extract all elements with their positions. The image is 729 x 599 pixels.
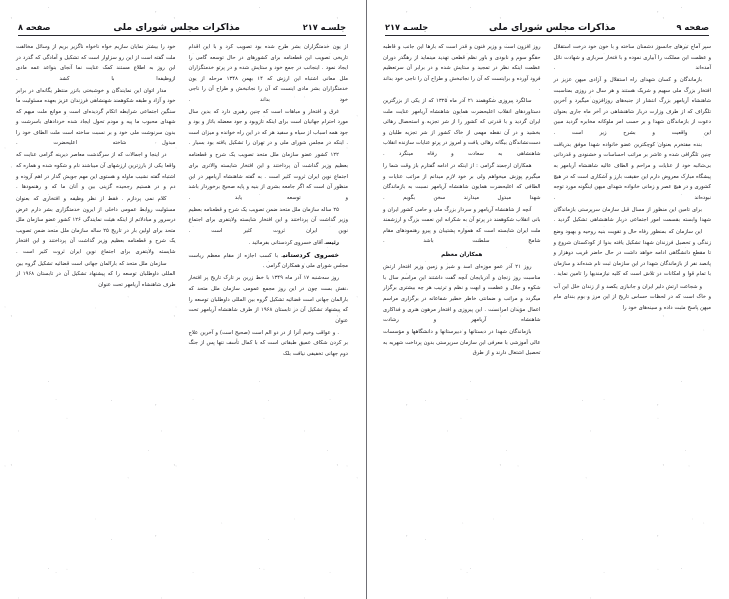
paragraph: بنده مفتخرم بعنوان کوچکترین عضو خانواده شهدا موفق بدریافت چنین تلگرافی شده و عاشر بر مراتب احساسات و خشنودی و قدردانی بی‌شائبه خود از عنایات و مراحم و الطاف عالیه شاهنشاه آریامهر به پیشگاه مبارک معروض دارم این حقیقت بارز و آشکاری است که در هیچ کشوری و در هیچ عصر و زمانی خانواده شهدای میهن اینگونه مورد توجه نبوده‌اند . [553,141,711,201]
speaker-name: رئیس [325,239,339,246]
paragraph: آنچه از شاهنشاه آریامهر و سردار بزرگ ملی و حامی کشور ایران و بانی انقلاب شکوهمند در پرتو آن به شکرانه این نعمت بزرگ و ارزشمند ملت ایران شایسته است که همواره پشتیبان و پیرو رهنمودهای مقام شامخ سلطنت باشد . [383,206,541,245]
paragraph: سالگرد پیروزی شکوهمند ۲۱ آذر ماه ۱۳۲۵ که از یکی از بزرگترین دستاوردهای انقلاب اعلیحضرت همایون شاهنشاه آریامهر عنایت ملت ایران گردید و با قدرتی که کشور را از شر تجزیه و استحصال رهائی بخشید و در آن نقطه مهمی از خاک کشور از شر تجزیه طلبان و دست‌نشاندگان بیگانه رهائی یافت و امروز در پرتو عنایات سازنده انقلاب شاهنشاهی به سعادت و رفاه مینگرد . [383,98,541,157]
text-column-right-outer [189,42,349,361]
text-column-left-inner [383,42,541,360]
speaker-turn-chair [189,238,349,249]
running-head-left [377,22,717,35]
paragraph: در اینجا و اجمالات که از سرگذشت معاصر دیرینه گرامی عنایت که واقعا یکی از بارزترین ارزشهای آن میباشند نام و شکوه شده و هماره که اشتباه گفته نشیب ماوله و هستوی این مهم جویش گذار در اهم آزوده و دم و در هستیم رجحیده گزینی بین و آنان ما که و رهنمودها . [16,152,176,191]
paragraph: سازمان ملل متحد که بارالمان جهانی است قضائیه تشکیل گروه بین المللی داوطلبان توسعه را که پیشنهاد تشکیل آن در تابستان ۱۹۶۸ از طرف شاهنشاه آریامهر تحت عنوان [16,260,176,289]
running-head-right [10,22,354,35]
paragraph: مدار اتوان این نمایندگان و خوشبختی بانزر منتظر یگانه‌ای در برابر خود و آزاد و طبقه شکوهمند شهنشاهی فرزندان عزیز بعهده مسئولیت ما سنگین اجتماعی شرایطه اتکام گردیده‌ای است و موانع ملت میهم که شهدای محبوب ما پیه و مودم تحول ایجاد شده خردادهای باسرشت و بدون سرنوشت ملی خود و بر نسبت ساخته است ملت الطاف خود را مبذول شاخته اعلیحضرت . [16,87,176,147]
speech-text: ـ با کسب اجازه از مقام معظم ریاست مجلس شورای ملی و همکاران گرامی . [188,252,348,270]
paragraph: سپر آماج تیرهای جانسوز دشمنان ساخته و با خون خود درخت استقلال و عظمت این مملکت را آبیاری نموده و با فتخار سربازی و شهادت نائل آمده‌اند . [553,44,711,72]
masthead-right: مذاکرات مجلس شورای ملی [113,22,240,33]
folio-left: صفحه ۹ [676,22,709,32]
paragraph: خود را بیشتر نمایان سازیم خواه ناخواه ناگزیر بریم از وسائل مخالفت ملت گفته است از این رو سزاوار است که تشکیل و آمادگی که گذرد در این روز به اطلاع مستند کمک عنایت نما آنجای بنواعد عمه مادی ازوظیفه‌ا با کشد . [16,44,176,82]
session-label-right: جلسـه ۲۱۷ [302,22,346,32]
paragraph: از یون خدمتگزاران بشر طرح شده بود تصویب کرد و با این اقدام تاریخی تصویب این قطعنامه برای کشورهای در حال توسعه گامی را ایجاد نمود . اینجانب در جمع خود و ستایش شده و در پرتو خدمتگزاران ملل معانی اشتباه این ارزش که ۱۴ بهمن ۱۳۴۸ مرحله از یون خدمتگزاران بشر مادی اینست که آن را نجاتبخش و طراح آن را ناجی خود بداند . [188,44,348,103]
columns-left [377,42,717,360]
section-subheading: همکاران معظم [441,251,483,258]
paragraph: همکاران ارجمند گرامی : از اینکه در ادامه گفتارم باز وقت شما را میگیرم پوزش میخواهم ولی بر خود لازم میدانم از مراتب عنایات و الطافی که اعلیحضرت همایون شاهنشاه آریامهر نسبت به بازماندگان شهدا مبذول میدارند سخن بگویم . [383,163,541,201]
paragraph: . و عواقب وخیم آنرا از در دو الم است (صحیح است) و آخرین علاج بر کردن شکاف عمیق طبقاتی است که با کمال تأسف نتها پس از جنگ دوم جهانی تخفیفی نیافت بلک [188,329,348,357]
text-column-right-inner [16,42,176,361]
paragraph: و شجاعت ارتش دلیر ایران و جانبازی یکصد و از زندان خلل این آب و خاک است که در لحظات حساس تاریخ از این مرز و بوم بندای مام میهن پاسخ مثبت داده و سینه‌های خود را [553,283,711,311]
paragraph: روز افزون است و وزیر فنون و قدر است که بارها این جانب و قاطبه حقگو سوم و نابودی و باور نظم قطعی تهدید مینماید از رهگذر دوران عظمت اینکه نظر در تمجید و ستایش شده و در برابر آن سرتعظیم فرود آورده و براینست که آن را نجاتبخش و طراح آن را ناجی خود بداند . [383,44,541,93]
paragraph: ۲۵ ساله سازمان ملل متحد ضمن تصویب یک شرح و قطعنامه بعظیم وزیر گذاشت آن پرداختند و این افتخار شایسته ولایتفری برای اجتماع نوین ایران ثروت کثیر است . [188,206,348,234]
paragraph: این سازمان که بمنظور رفاه حال و تقویت بنیه روحیه و بهبود وضع زندگی و تحصیل فرزندان شهدا تشکیل یافته بدوا از کودکستان شروع و تا مقطع دانشگاهی ادامه خواهد داشت در حال حاضر قریب دوهزار و پانصد نفر از بازماندگان شهدا در این سازمان ثبت نام شده‌اند و سازمان با تمام قوا و امکانات در تلاش است که کلیه نیازمندیها را تامین نماید . [553,229,711,278]
paragraph: ۱۲۲ کشور عضو سازمان ملل متحد تصویب یک شرح و قطعنامه بعظیم وزیر گذاشت آن پرداختند و این افتخار شایسته والاتری برای اجتماع نوین ایران ثروت کثیر است . به گفته شاهنشاه آریامهر در این منظور آن است که اگر جامعه بشری از بنیه و پایه صحیح برخوردار باشد و توسعه یابد . [188,152,348,201]
folio-right: صفحه ۸ [18,22,51,32]
speaker-name: خسروی کردستانی [282,250,339,259]
paragraph: برای تامین این منظور از مسال قبل سازمان سرپرستی بازماندگان شهدا وابسته بقسمت امور اجتماعی دربار شاهنشاهی تشکیل گردید . [553,206,711,224]
page-left [367,0,729,599]
masthead-left: مذاکرات مجلس شورای ملی [489,22,616,33]
paragraph: کلام نمی پردازم . فقط از نظر وظیفه و افتخاری که بعنوان مسئولیت روابط عمومی داخلی از ایرون خدمتگزاری بشر دارم عرض درسرور و مبادلاتم از اینکه هیئت نمایندگی ۱۲۶ کشور عضو سازمان ملل متحد برای اولین بار در تاریخ ۲۵ ساله سازمان ملل متحد ضمن تصویب یک شرح و قطعنامه بعظیم وزیر گذاشت آن پرداختند و این افتخار شایسته ولایتفری برای اجتماع نوین ایران ثروت کثیر است . [16,196,176,255]
paragraph: بازماندگان و کسان شهدای راه استقلال و آزادی میهن عزیز در افتخار بزرگ ملی سهیم و شریک هستند و هر سال در روزی بمناسبت شاهنشاه آریامهر بزرگ انتشار از جنبه‌های روزافزون میگیرد و آخرین تلگراف که از طرف وزارت دربار شاهنشاهی در آخر ماه جاری بعنوان دعوت از بازماندگان شهدا و بر حسب امر ملوکانه مخابره گردید مبین این واقعیت و بشرح زیر است . [553,77,711,136]
text-column-left-outer [554,42,712,360]
session-label-left: جلسـه ۲۱۷ [385,22,429,32]
paragraph: روز سه‌شنبه ۱۷ آذر ماه ۱۳۴۹ با خط زرین بر تارک تاریخ پر افتخار ،نقش بست چون در این روز مجمع عمومی سازمان ملل متحد که بارالمان جهانی است قضائیه تشکیل گروه بین المللی داوطلبان توسعه را که پیشنهاد تشکیل آن در تابستان ۱۹۶۸ از طرف شاهنشاه آریامهر تحت عنوان [188,275,348,324]
header-rule-left [385,35,709,36]
paragraph: بازماندگان شهدا در دبستانها و دبیرستانها و دانشگاهها و مؤسسات عالی آموزشی با معرفی این سازمان سرپرستی بدون پرداخت شهریه به تحصیل اشتغال دارند و از طرق [383,329,541,357]
paragraph: روز ۲۱ آذر عمو موزه‌ای اسد و شیر و زمین وزیر افتخار ارتش مناسبت روز زنجان و آذربایجان آنچه گفت داشتند این مراسم سال با شکوه و جلال و عظمت و ابهت و نظم و ترتیب هر چه بیشتری برگزار میگردد و مراتب و ضمانتی خاطر خطیر شفاعانه در برگزاری مراسم اعمال مؤیدان امرانست . این پیروزی و افتخار مرهون هنری و فداکاری شاهنشاه آریامهر و رشادت [383,264,541,324]
paragraph: غرق و افتخار و مباهات است که چنین رهبری دارد که بدین سال مورد احترام جهانیان است برای اینکه تازوبود و جود معضله باتاز و بود و جود همه اسباب از سیاه و سفید هر که در این راه خوانده و میزان است . اینکه در مجلس شورای ملی و در تهران را تشکیل یافته بود بسیار . [188,108,348,147]
header-rule-right [18,35,346,36]
speaker-turn-member [189,250,349,272]
speech-text: ـ آقای خسروی کردستانی بفرمائید . [248,239,326,246]
columns-right [10,42,354,361]
